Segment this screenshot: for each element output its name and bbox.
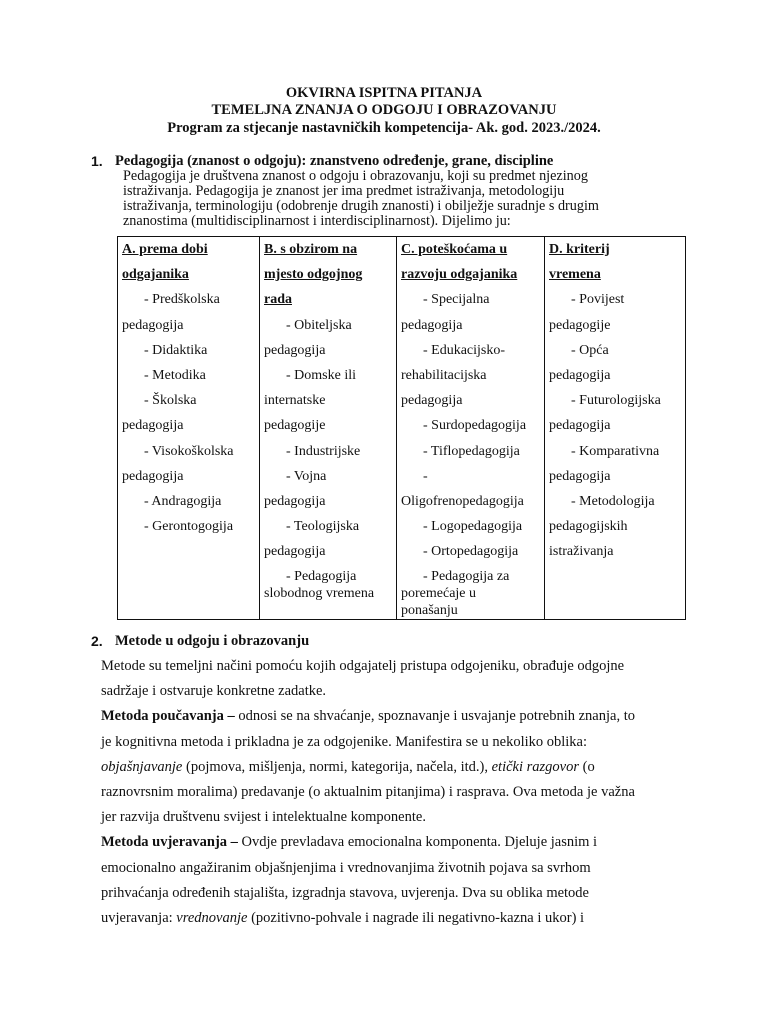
section-1-number: 1. xyxy=(91,153,103,169)
paragraph-line: uvjeravanja: vrednovanje (pozitivno-pohvale i nagrade ili negativno-kazna i ukor) i xyxy=(101,910,585,927)
paragraph-line: raznovrsnim moralima) predavanje (o aktualnim pitanjima) i rasprava. Ova metoda je važna xyxy=(101,784,635,801)
method-persuasion-title: Metoda uvjeravanja – xyxy=(101,834,238,851)
branch-item: pedagogija xyxy=(549,468,611,484)
paragraph-line: istraživanja, terminologiju (odobrenje drugih znanosti) i obilježje suradnje s drugim xyxy=(123,198,599,214)
branch-item: pedagogija xyxy=(264,544,326,560)
paragraph-line: Metoda poučavanja – odnosi se na shvaćanje, spoznavanje i usvajanje potrebnih znanja, to xyxy=(101,708,635,725)
branch-item: pedagogija xyxy=(401,317,463,333)
header-line-1: OKVIRNA ISPITNA PITANJA xyxy=(285,85,483,101)
paragraph-line: Pedagogija je društvena znanost o odgoju i obrazovanju, koji su predmet njezinog xyxy=(123,168,588,184)
branch-item: Oligofrenopedagogija xyxy=(401,493,524,509)
branch-item: internatske xyxy=(264,393,326,409)
branch-item: pedagogijskih xyxy=(549,519,628,535)
branch-item: - Opća xyxy=(571,342,609,358)
branch-item: - Andragogija xyxy=(144,493,222,509)
branch-item: pedagogija xyxy=(122,418,184,434)
branch-item: - Logopedagogija xyxy=(423,519,523,535)
paragraph-line: prihvaćanja određenih stajališta, izgradnja stavova, uvjerenja. Dva su oblika metode xyxy=(101,884,589,901)
branch-item: - Domske ili xyxy=(286,367,356,383)
branch-item: - Surdopedagogija xyxy=(423,418,527,434)
branch-item: poremećaje u xyxy=(401,586,477,602)
branch-item: pedagogija xyxy=(264,342,326,358)
pedagogy-branches-table xyxy=(117,236,686,620)
paragraph-line: Metoda uvjeravanja – Ovdje prevladava emocionalna komponenta. Djeluje jasnim i xyxy=(101,834,598,851)
branch-item: - Visokoškolska xyxy=(144,443,234,459)
branch-item: - Školska xyxy=(144,393,197,409)
column-c-cell xyxy=(397,237,545,620)
branch-item: pedagogija xyxy=(549,367,611,383)
section-1-title: Pedagogija (znanost o odgoju): znanstveno određenje, grane, discipline xyxy=(115,153,554,169)
branch-item: - xyxy=(423,468,428,484)
column-a-heading: odgajanika xyxy=(122,267,189,283)
branch-item: - Industrijske xyxy=(286,443,361,459)
branch-item: - Gerontogogija xyxy=(144,519,234,535)
branch-item: - Povijest xyxy=(571,292,625,308)
branch-item: - Komparativna xyxy=(571,443,660,459)
branch-item: - Predškolska xyxy=(144,292,220,308)
column-c-heading: C. poteškoćama u xyxy=(401,242,508,257)
branch-item: - Pedagogija za xyxy=(423,569,510,585)
branch-item: - Pedagogija xyxy=(286,569,357,585)
column-b-heading: mjesto odgojnog xyxy=(264,267,363,283)
branch-item: slobodnog vremena xyxy=(264,586,375,602)
branch-item: - Metodologija xyxy=(571,493,655,509)
section-2-title: Metode u odgoju i obrazovanju xyxy=(115,633,310,649)
branch-item: - Futurologijska xyxy=(571,393,661,409)
branch-item: - Tiflopedagogija xyxy=(423,443,520,459)
column-c-heading: razvoju odgajanika xyxy=(401,267,518,283)
branch-item: pedagogija xyxy=(549,418,611,434)
paragraph-line: emocionalno angažiranim objašnjenjima i vrednovanjima životnih pojava sa svrhom xyxy=(101,859,591,876)
branch-item: - Ortopedagogija xyxy=(423,544,519,560)
branch-item: pedagogije xyxy=(264,418,326,434)
paragraph-line: Metode su temeljni načini pomoću kojih odgajatelj pristupa odgojeniku, obrađuje odgojne xyxy=(101,658,625,674)
method-teaching-title: Metoda poučavanja – xyxy=(101,708,235,725)
branch-item: rehabilitacijska xyxy=(401,367,487,383)
branch-item: - Vojna xyxy=(286,468,327,484)
header-line-3: Program za stjecanje nastavničkih kompetencija- Ak. god. 2023./2024. xyxy=(167,120,601,136)
branch-item: pedagogija xyxy=(264,493,326,509)
header-line-2: TEMELJNA ZNANJA O ODGOJU I OBRAZOVANJU xyxy=(211,102,557,118)
paragraph-line: sadržaje i ostvaruje konkretne zadatke. xyxy=(101,683,327,700)
branch-item: pedagogije xyxy=(549,317,611,333)
branch-item: - Teologijska xyxy=(286,519,360,535)
branch-item: - Specijalna xyxy=(423,292,490,308)
column-d-heading: vremena xyxy=(549,267,601,283)
branch-item: - Metodika xyxy=(144,367,206,383)
column-d-cell xyxy=(545,237,686,620)
branch-item: istraživanja xyxy=(549,544,614,560)
section-2-body xyxy=(101,654,701,931)
column-b-cell xyxy=(260,237,397,620)
column-a-heading: A. prema dobi xyxy=(122,242,208,257)
column-b-heading: rada xyxy=(264,292,292,308)
column-a-cell xyxy=(118,237,260,620)
branch-item: - Edukacijsko- xyxy=(423,342,506,358)
paragraph-line: je kognitivna metoda i prikladna je za odgojenike. Manifestira se u nekoliko oblika: xyxy=(101,733,588,750)
branch-item: pedagogija xyxy=(122,468,184,484)
section-1-paragraph xyxy=(123,169,693,229)
column-b-heading: B. s obzirom na xyxy=(264,242,358,257)
section-2-number: 2. xyxy=(91,633,103,649)
branch-item: pedagogija xyxy=(122,317,184,333)
paragraph-line: znanostima (multidisciplinarnost i interdisciplinarnost). Dijelimo ju: xyxy=(123,213,511,229)
branch-item: - Didaktika xyxy=(144,342,208,358)
paragraph-line: istraživanja. Pedagogija je znanost jer ima predmet istraživanja, metodologiju xyxy=(123,183,565,199)
branch-item: ponašanju xyxy=(401,603,458,619)
branch-item: pedagogija xyxy=(401,393,463,409)
paragraph-line: jer razvija društvenu svijest i intelektualne komponente. xyxy=(101,809,426,826)
column-d-heading: D. kriterij xyxy=(549,242,610,257)
branch-item: - Obiteljska xyxy=(286,317,352,333)
paragraph-line: objašnjavanje (pojmova, mišljenja, normi, kategorija, načela, itd.), etički razgovor (o xyxy=(101,758,595,775)
